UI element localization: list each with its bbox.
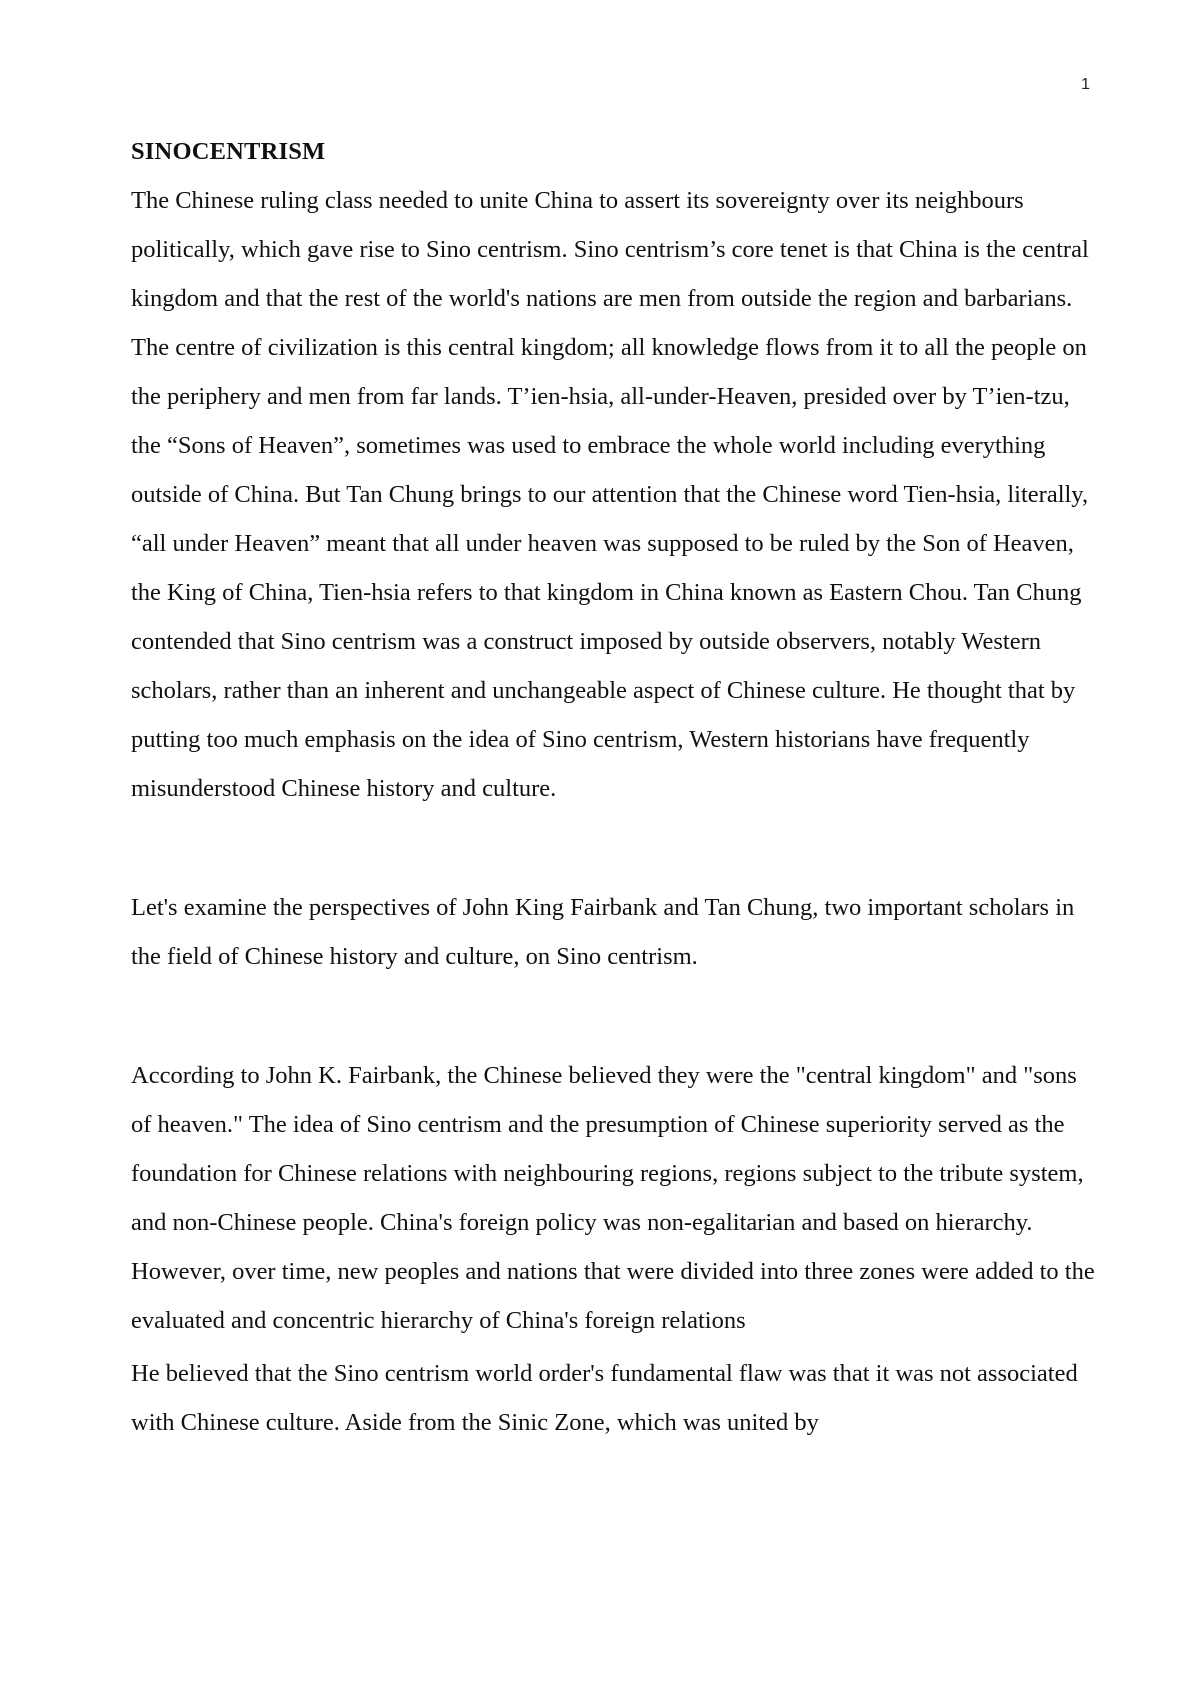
page-number: 1	[1081, 76, 1090, 93]
document-body	[131, 127, 1101, 1447]
paragraph-spacer	[131, 813, 1101, 883]
document-heading: SINOCENTRISM	[131, 138, 326, 165]
paragraph-spacer	[131, 981, 1101, 1051]
paragraph-intro: The Chinese ruling class needed to unite China to assert its sovereignty over its neighbours politically, which gave rise to Sino centrism. Sino centrism’s core tenet is that China is the central kingdom and that the rest of the world's nations are men from outside the region and barbarians. The centre of civilization is this central kingdom; all knowledge flows from it to all the people on the periphery and men from far lands. T’ien-hsia, all-under-Heaven, presided over by T’ien-tzu, the “Sons of Heaven”, sometimes was used to embrace the whole world including everything outside of China. But Tan Chung brings to our attention that the Chinese word Tien-hsia, literally, “all under Heaven” meant that all under heaven was supposed to be ruled by the Son of Heaven, the King of China, Tien-hsia refers to that kingdom in China known as Eastern Chou. Tan Chung contended that Sino centrism was a construct imposed by outside observers, notably Western scholars, rather than an inherent and unchangeable aspect of Chinese culture. He thought that by putting too much emphasis on the idea of Sino centrism, Western historians have frequently misunderstood Chinese history and culture.	[131, 187, 1089, 802]
paragraph-perspectives: Let's examine the perspectives of John King Fairbank and Tan Chung, two important scholars in the field of Chinese history and culture, on Sino centrism.	[131, 894, 1075, 970]
paragraph-flaw: He believed that the Sino centrism world order's fundamental flaw was that it was not associated with Chinese culture. Aside from the Sinic Zone, which was united by	[131, 1360, 1078, 1436]
paragraph-fairbank: According to John K. Fairbank, the Chinese believed they were the "central kingdom" and "sons of heaven." The idea of Sino centrism and the presumption of Chinese superiority served as the foundation for Chinese relations with neighbouring regions, regions subject to the tribute system, and non-Chinese people. China's foreign policy was non-egalitarian and based on hierarchy. However, over time, new peoples and nations that were divided into three zones were added to the evaluated and concentric hierarchy of China's foreign relations	[131, 1062, 1095, 1334]
